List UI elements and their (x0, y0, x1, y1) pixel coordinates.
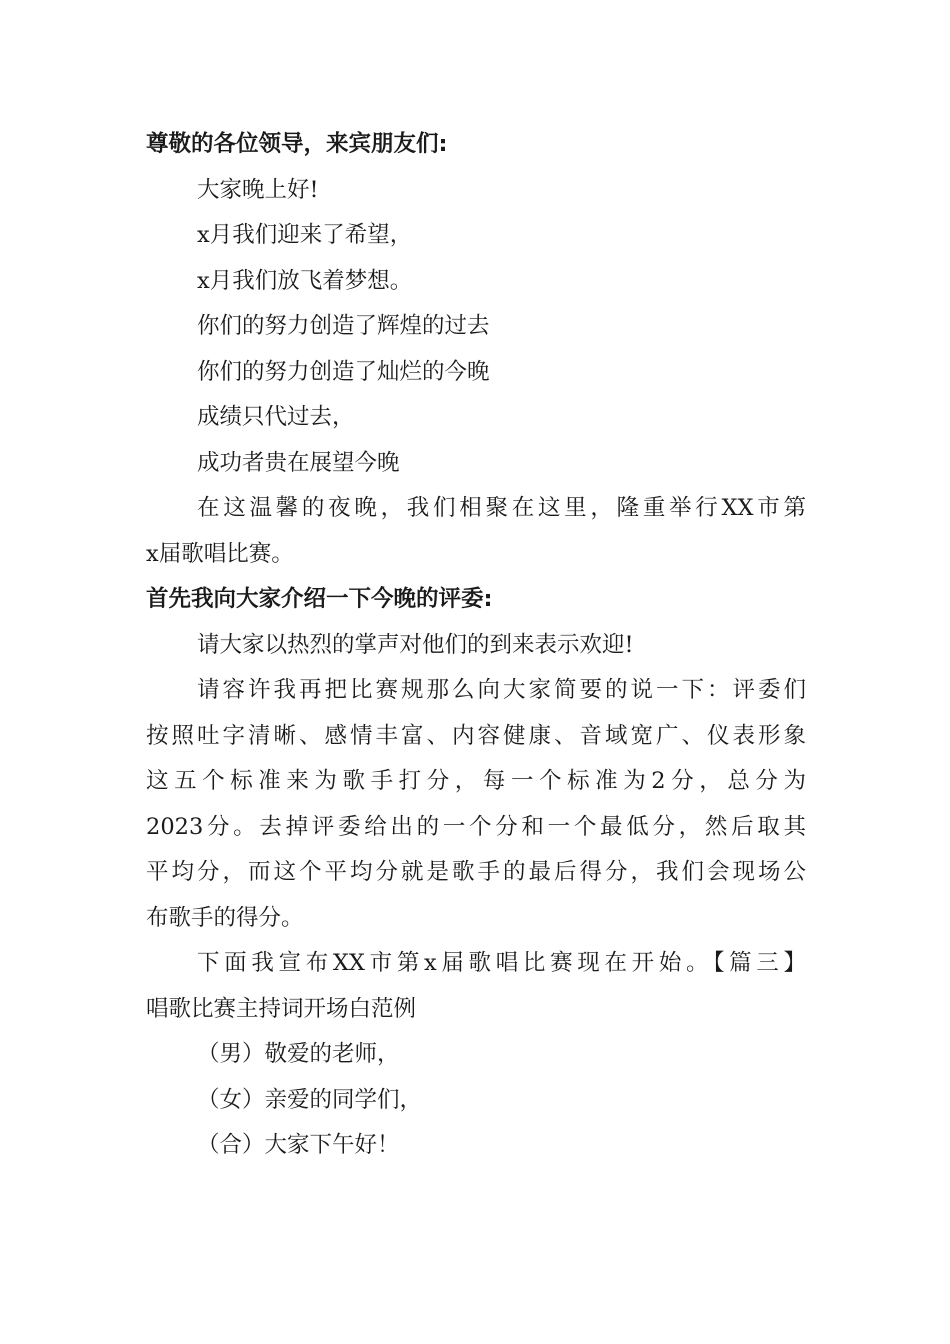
poem-line: 成功者贵在展望今晚 (197, 449, 400, 476)
paragraph-line: 唱歌比赛主持词开场白范例 (146, 995, 417, 1022)
judges-heading: 首先我向大家介绍一下今晚的评委: (146, 586, 493, 612)
paragraph-line: 2023分。去掉评委给出的一个分和一个最低分，然后取其 (146, 813, 806, 840)
paragraph-line: 请容许我再把比赛规那么向大家简要的说一下：评委们 (197, 677, 806, 703)
poem-line: 你们的努力创造了灿烂的今晚 (197, 358, 490, 385)
poem-line: x月我们迎来了希望， (197, 222, 413, 248)
poem-line: 你们的努力创造了辉煌的过去 (197, 313, 490, 339)
paragraph-line: 平均分，而这个平均分就是歌手的最后得分，我们会现场公 (146, 859, 806, 885)
dialogue-line: （女）亲爱的同学们， (197, 1086, 423, 1113)
paragraph-line: 这五个标准来为歌手打分，每一个标准为2分，总分为 (146, 768, 806, 794)
paragraph-line: 按照吐字清晰、感情丰富、内容健康、音域宽广、仪表形象 (146, 722, 806, 749)
rules-paragraph (146, 668, 806, 941)
intro-paragraph (146, 486, 806, 577)
document-body (146, 122, 806, 1169)
paragraph-line: 下面我宣布XX市第x届歌唱比赛现在开始。【篇三】 (197, 950, 806, 976)
dialogue-line: （男）敬爱的老师， (197, 1041, 400, 1067)
greeting-line: 大家晚上好! (197, 176, 319, 203)
announcement-paragraph (146, 941, 806, 1032)
welcome-line: 请大家以热烈的掌声对他们的到来表示欢迎! (197, 631, 634, 658)
salutation-heading: 尊敬的各位领导，来宾朋友们: (146, 131, 448, 157)
dialogue-line: （合）大家下午好！ (197, 1132, 400, 1158)
paragraph-line: 在这温馨的夜晚，我们相聚在这里，隆重举行XX市第 (197, 495, 806, 521)
paragraph-line: x届歌唱比赛。 (146, 540, 294, 567)
poem-line: 成绩只代过去， (197, 404, 355, 430)
paragraph-line: 布歌手的得分。 (146, 904, 304, 931)
poem-line: x月我们放飞着梦想。 (197, 267, 413, 294)
